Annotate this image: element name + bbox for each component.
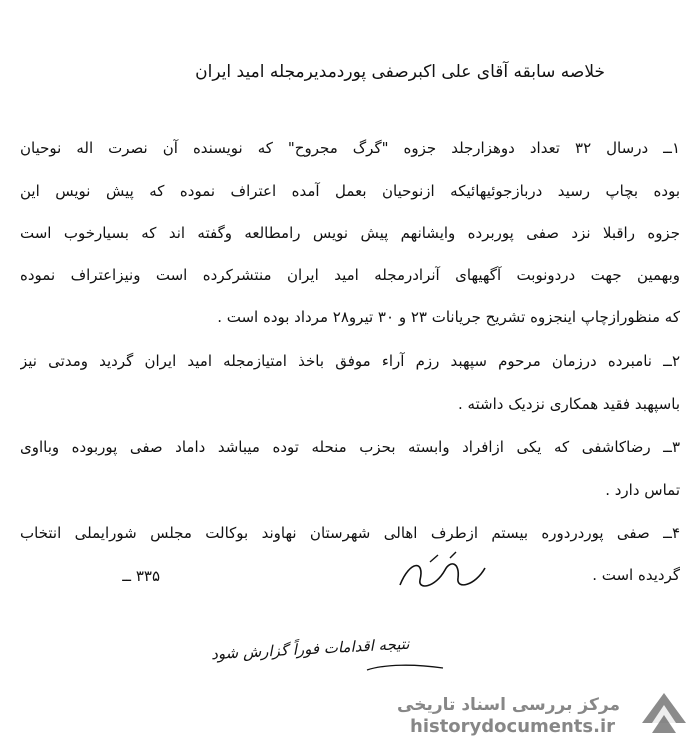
handwritten-note: نتیجه اقدامات فوراً گزارش شود [211, 634, 411, 664]
body-line-8: ۳ــ رضاکاشفی که یکی ازافراد وابسته بحزب منحله توده میباشد داماد صفی پوربوده وبااوی [20, 438, 680, 456]
body-line-4: وبهمین جهت دردونوبت آگهیهای آنرادرمجله امید ایران منتشرکرده است ونیزاعتراف نموده [20, 266, 680, 284]
body-line-1: ۱ــ درسال ۳۲ تعداد دوهزارجلد جزوه "گرگ مجروح" که نویسنده آن نصرت اله نوحیان [20, 139, 680, 157]
watermark-url: historydocuments.ir [410, 716, 615, 737]
body-line-3: جزوه راقبلا نزد صفی پوربرده وایشانهم پیش نویس رامطالعه وگفته اند که بسیارخوب است [20, 224, 680, 242]
body-line-11: گردیده است . [592, 566, 680, 584]
body-line-6: ۲ــ نامبرده درزمان مرحوم سپهبد رزم آراء موفق باخذ امتیازمجله امید ایران گردید ومدتی نیز [20, 352, 680, 370]
archive-logo-icon [634, 685, 694, 737]
watermark-org-name: مرکز بررسی اسناد تاریخی [397, 695, 620, 715]
handwritten-underline [365, 662, 445, 674]
document-title: خلاصه سابقه آقای علی اکبرصفی پوردمدیرمجله امید ایران [195, 62, 605, 82]
watermark [270, 683, 700, 743]
body-line-9: تماس دارد . [605, 481, 680, 499]
body-line-10: ۴ــ صفی پوردردوره بیستم ازطرف اهالی شهرستان نهاوند بوکالت مجلس شورایملی انتخاب [20, 524, 680, 542]
body-line-7: باسپهبد فقید همکاری نزدیک داشته . [457, 395, 680, 413]
date-note: ۳۳۵ ــ [122, 567, 160, 585]
body-line-2: بوده بچاپ رسید دربازجوئیهائیکه ازنوحیان بعمل آمده اعتراف نموده که پیش نویس این [20, 182, 680, 200]
signature-mark [390, 550, 500, 600]
body-line-5: که منظورازچاپ اینجزوه تشریح جریانات ۲۳ و ۳۰ تیرو۲۸ مرداد بوده است . [217, 308, 680, 326]
